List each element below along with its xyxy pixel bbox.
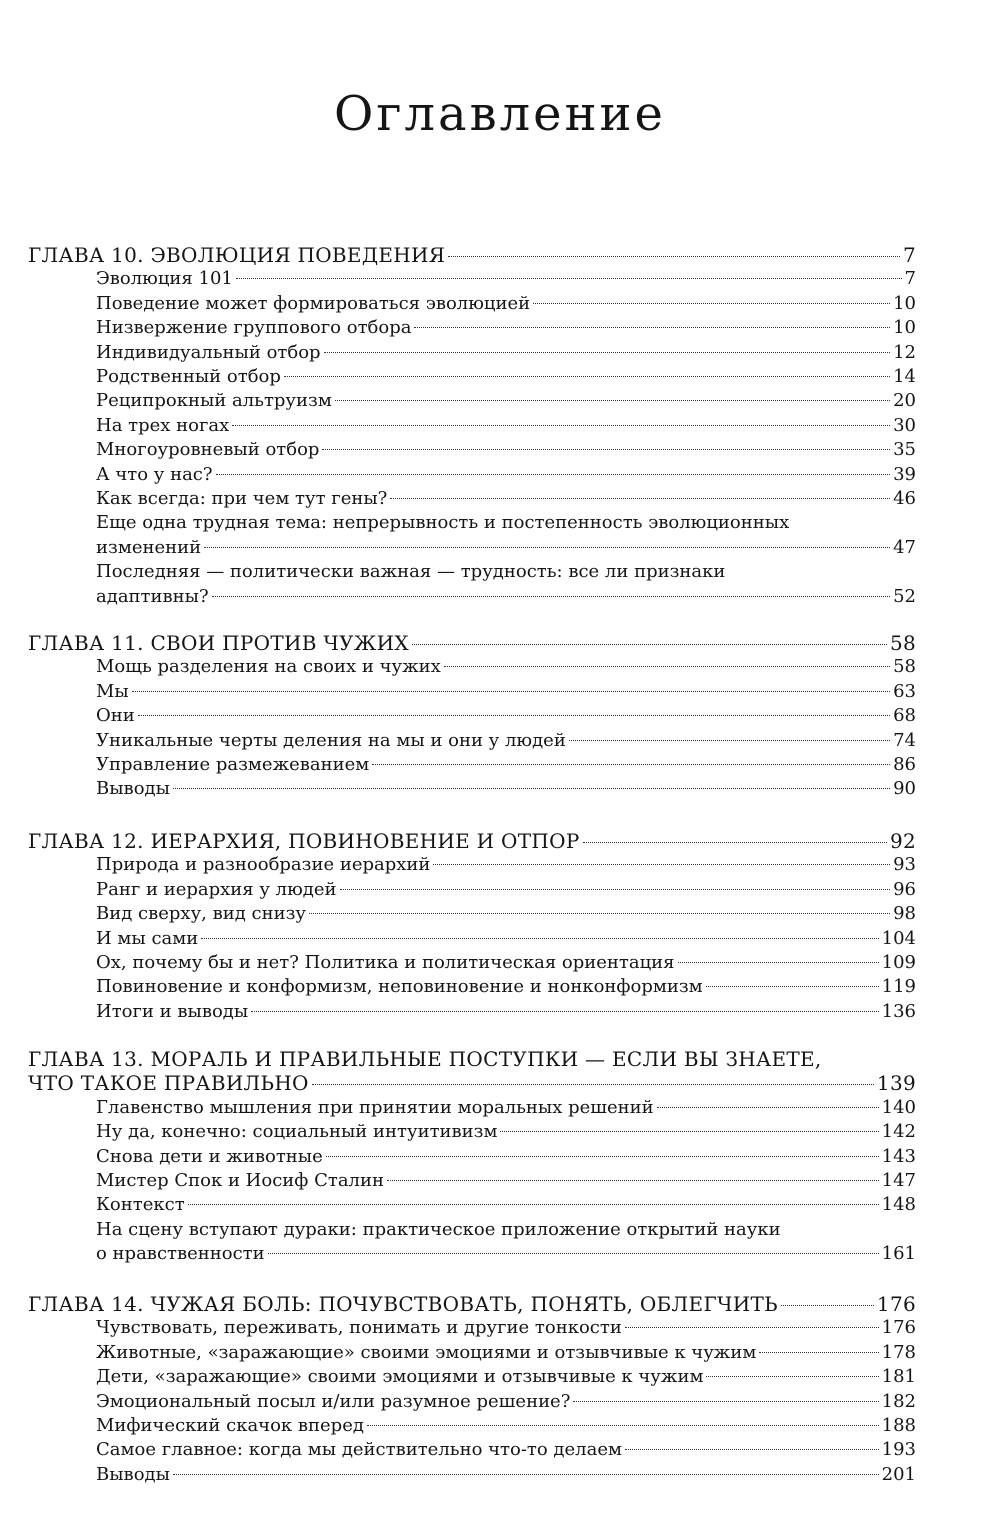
dot-leader: [569, 740, 890, 741]
page-number: 161: [881, 1243, 916, 1265]
dot-leader: [204, 547, 890, 548]
toc-entry: [96, 753, 916, 777]
dot-leader: [448, 256, 900, 257]
dot-leader: [390, 498, 890, 499]
dot-leader: [759, 1352, 878, 1353]
toc-entry-text: Чувствовать, переживать, понимать и другие тонкости: [96, 1317, 622, 1339]
toc-entry-text: Главенство мышления при принятии моральных решений: [96, 1096, 654, 1118]
page-number: 201: [881, 1463, 916, 1485]
chapter-heading: [28, 1071, 916, 1095]
page-number: 193: [881, 1439, 916, 1461]
toc-entry-text: адаптивны?: [96, 585, 209, 607]
page-number: 98: [893, 903, 916, 925]
toc-entry-text: Поведение может формироваться эволюцией: [96, 292, 531, 314]
toc-entry: [96, 1390, 916, 1414]
dot-leader: [326, 1156, 879, 1157]
toc-entry-text: Реципрокный альтруизм: [96, 390, 332, 412]
toc-entry: [96, 438, 916, 462]
toc-entry: [96, 927, 916, 951]
dot-leader: [500, 1131, 878, 1132]
toc-entry-text: Еще одна трудная тема: непрерывность и постепенность эволюционных: [96, 512, 790, 534]
dot-leader: [173, 1474, 879, 1475]
toc-entry: [96, 463, 916, 487]
chapter-heading: [28, 243, 916, 267]
toc-entry-text: Мифический скачок вперед: [96, 1415, 364, 1436]
toc-entry-text: Мы: [96, 680, 129, 702]
toc-entry-text: Низвержение группового отбора: [96, 317, 412, 339]
dot-leader: [251, 1011, 878, 1012]
toc-entry-text: Выводы: [96, 778, 170, 800]
page-number: 74: [893, 729, 916, 751]
page-number: 63: [893, 680, 916, 702]
toc-entry-text: Снова дети и животные: [96, 1145, 323, 1167]
dot-leader: [781, 1305, 874, 1306]
toc-entry-text: Животные, «заражающие» своими эмоциями и отзывчивые к чужим: [96, 1341, 757, 1363]
toc-entry: [96, 1096, 916, 1120]
toc-entry-text: А что у нас?: [96, 463, 213, 485]
page-number: 176: [876, 1292, 916, 1316]
page-number: 142: [881, 1121, 916, 1143]
toc-entry-text: Многоуровневый отбор: [96, 439, 320, 461]
toc-entry: [96, 1218, 916, 1242]
page-number: 7: [904, 268, 916, 290]
toc-entry-text: И мы сами: [96, 927, 199, 949]
chapter-heading-text: ГЛАВА 14. ЧУЖАЯ БОЛЬ: ПОЧУВСТВОВАТЬ, ПОНЯТЬ, ОБЛЕГЧИТЬ: [28, 1292, 778, 1316]
toc-entry: [96, 1120, 916, 1144]
toc-entry-text: Мощь разделения на своих и чужих: [96, 656, 441, 678]
chapter-heading-text: ГЛАВА 12. ИЕРАРХИЯ, ПОВИНОВЕНИЕ И ОТПОР: [28, 829, 580, 853]
page-number: 7: [902, 243, 916, 267]
page-number: 92: [889, 829, 916, 853]
toc-entry: [96, 487, 916, 511]
dot-leader: [138, 715, 890, 716]
toc-entry: [96, 292, 916, 316]
dot-leader: [173, 788, 890, 789]
toc-entry-text: Эмоциональный посыл и/или разумное решение?: [96, 1390, 571, 1412]
dot-leader: [236, 278, 902, 279]
toc-entry: [96, 389, 916, 413]
dot-leader: [322, 449, 890, 450]
dot-leader: [678, 962, 879, 963]
toc-entry-text: Эволюция 101: [96, 268, 233, 290]
page-number: 176: [881, 1317, 916, 1339]
toc-entry: [96, 341, 916, 365]
toc-entry: [96, 777, 916, 801]
page-number: 140: [881, 1096, 916, 1118]
chapter-heading: [28, 829, 916, 853]
page-number: 148: [881, 1194, 916, 1216]
toc-entry: [96, 655, 916, 679]
dot-leader: [188, 1204, 879, 1205]
toc-entry-text: Повиновение и конформизм, неповиновение и нонконформизм: [96, 976, 703, 998]
toc-entry-text: На трех ногах: [96, 414, 230, 436]
dot-leader: [706, 986, 879, 987]
page-number: 147: [881, 1170, 916, 1191]
toc-entry-text: Выводы: [96, 1463, 170, 1485]
toc-entry: [96, 1341, 916, 1365]
toc-entry-text: Уникальные черты деления на мы и они у людей: [96, 729, 566, 751]
page-number: 181: [881, 1366, 916, 1388]
toc-entry-text: Итоги и выводы: [96, 1000, 249, 1022]
dot-leader: [412, 644, 887, 645]
toc-entry-text: Как всегда: при чем тут гены?: [96, 488, 388, 509]
toc-entry-text: Ну да, конечно: социальный интуитивизм: [96, 1121, 498, 1143]
page-number: 68: [893, 705, 916, 727]
dot-leader: [433, 864, 890, 865]
page-number: 93: [893, 854, 916, 876]
toc-entry: [96, 975, 916, 999]
chapter-heading-text: ЧТО ТАКОЕ ПРАВИЛЬНО: [28, 1071, 309, 1096]
toc-entry: [96, 878, 916, 902]
page-number: 35: [893, 439, 916, 461]
toc-entry: [96, 1463, 916, 1487]
dot-leader: [444, 666, 890, 667]
page-number: 46: [893, 488, 916, 509]
toc-entry: [96, 365, 916, 389]
dot-leader: [284, 376, 890, 377]
toc-entry-text: Мистер Спок и Иосиф Сталин: [96, 1170, 384, 1191]
dot-leader: [335, 400, 890, 401]
page-number: 30: [893, 414, 916, 436]
dot-leader: [201, 938, 878, 939]
page-number: 136: [881, 1000, 916, 1022]
dot-leader: [573, 1401, 878, 1402]
toc-entry: [96, 536, 916, 560]
page-number: 39: [893, 463, 916, 485]
page-number: 10: [893, 317, 916, 339]
toc-entry: [96, 729, 916, 753]
toc-entry: [96, 853, 916, 877]
page-number: 109: [881, 952, 916, 973]
toc-entry-text: изменений: [96, 536, 202, 558]
dot-leader: [657, 1107, 879, 1108]
toc-entry-text: Последняя — политически важная — трудность: все ли признаки: [96, 561, 726, 583]
chapter-heading-text: ГЛАВА 13. МОРАЛЬ И ПРАВИЛЬНЫЕ ПОСТУПКИ — ЕСЛИ ВЫ ЗНАЕТЕ,: [28, 1047, 822, 1071]
page-number: 90: [893, 778, 916, 800]
chapter-heading: [28, 1292, 916, 1316]
page-number: 143: [881, 1145, 916, 1167]
dot-leader: [232, 425, 890, 426]
toc-entry: [96, 316, 916, 340]
toc-entry: [96, 1438, 916, 1462]
dot-leader: [340, 889, 891, 890]
toc-entry: [96, 1000, 916, 1024]
page-number: 119: [881, 976, 916, 998]
page-number: 178: [881, 1341, 916, 1363]
toc-entry: [96, 1169, 916, 1193]
toc-entry-text: На сцену вступают дураки: практическое приложение открытий науки: [96, 1218, 781, 1240]
page-number: 58: [893, 656, 916, 678]
page-number: 86: [893, 754, 916, 775]
page-number: 104: [881, 927, 916, 949]
chapter-heading: [28, 1047, 916, 1071]
page-number: 52: [893, 585, 916, 607]
toc-entry-text: Самое главное: когда мы действительно что-то делаем: [96, 1439, 622, 1461]
page-number: 96: [893, 878, 916, 900]
toc-entry: [96, 560, 916, 584]
toc-entry: [96, 414, 916, 438]
page-number: 47: [893, 536, 916, 558]
toc-entry: [96, 951, 916, 975]
dot-leader: [324, 352, 891, 353]
dot-leader: [367, 1425, 879, 1426]
toc-entry: [96, 704, 916, 728]
dot-leader: [414, 327, 890, 328]
page-number: 20: [893, 390, 916, 412]
toc-entry: [96, 511, 916, 535]
toc-entry-text: Родственный отбор: [96, 366, 281, 387]
toc-entry: [96, 1414, 916, 1438]
chapter-heading-text: ГЛАВА 10. ЭВОЛЮЦИЯ ПОВЕДЕНИЯ: [28, 243, 446, 267]
toc-entry-text: Контекст: [96, 1194, 185, 1216]
dot-leader: [387, 1180, 879, 1181]
dot-leader: [309, 913, 890, 914]
toc-entry-text: Ох, почему бы и нет? Политика и политическая ориентация: [96, 952, 675, 973]
dot-leader: [583, 842, 887, 843]
dot-leader: [268, 1253, 879, 1254]
dot-leader: [706, 1376, 878, 1377]
page-title: Оглавление: [334, 86, 666, 142]
page-number: 10: [893, 292, 916, 314]
dot-leader: [216, 474, 891, 475]
toc-entry-text: Они: [96, 705, 135, 727]
dot-leader: [372, 764, 890, 765]
chapter-heading: [28, 631, 916, 655]
toc-entry-text: Вид сверху, вид снизу: [96, 903, 307, 925]
dot-leader: [625, 1449, 879, 1450]
toc-entry: [96, 1145, 916, 1169]
dot-leader: [312, 1084, 874, 1085]
toc-entry: [96, 1365, 916, 1389]
page-number: 12: [893, 341, 916, 363]
toc-entry-text: Индивидуальный отбор: [96, 341, 321, 363]
page-number: 188: [881, 1415, 916, 1436]
toc-entry: [96, 267, 916, 291]
page-number: 182: [881, 1390, 916, 1412]
toc-entry-text: Управление размежеванием: [96, 754, 370, 775]
chapter-heading-text: ГЛАВА 11. СВОИ ПРОТИВ ЧУЖИХ: [28, 631, 409, 655]
toc-entry: [96, 680, 916, 704]
toc-entry: [96, 1242, 916, 1266]
toc-entry: [96, 902, 916, 926]
page-number: 14: [893, 366, 916, 387]
toc-entry: [96, 1316, 916, 1340]
toc-entry-text: Ранг и иерархия у людей: [96, 878, 337, 900]
page-number: 58: [889, 631, 916, 655]
page-number: 139: [876, 1071, 916, 1096]
toc-entry-text: о нравственности: [96, 1243, 265, 1265]
dot-leader: [625, 1327, 879, 1328]
dot-leader: [132, 691, 890, 692]
toc-entry-text: Природа и разнообразие иерархий: [96, 854, 431, 876]
toc-entry: [96, 1193, 916, 1217]
toc-entry: [96, 585, 916, 609]
dot-leader: [533, 303, 890, 304]
toc-entry-text: Дети, «заражающие» своими эмоциями и отзывчивые к чужим: [96, 1366, 704, 1388]
dot-leader: [212, 596, 890, 597]
